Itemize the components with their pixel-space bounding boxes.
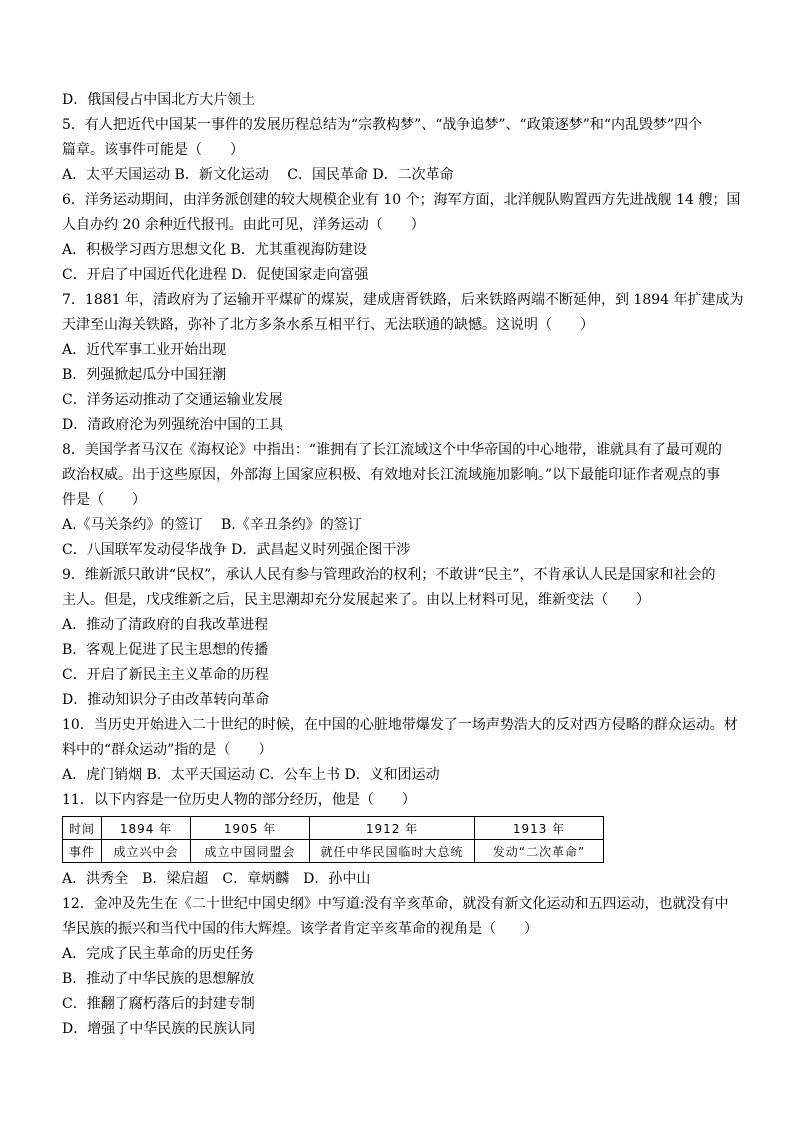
table-cell: 成立兴中会 (102, 840, 191, 863)
text-line: 篇章。该事件可能是（ ） (62, 142, 244, 158)
text-line: C．开启了中国近代化进程 D．促使国家走向富强 (62, 267, 369, 283)
text-line: A．完成了民主革命的历史任务 (62, 946, 255, 962)
text-line: 12．金冲及先生在《二十世纪中国史纲》中写道:没有辛亥革命，就没有新文化运动和五四运动，也就没有中 (62, 896, 729, 912)
text-line: A．洪秀全 B．梁启超 C．章炳麟 D．孙中山 (62, 871, 371, 887)
table-cell: 1912 年 (310, 817, 475, 840)
text-line: 10．当历史开始进入二十世纪的时候，在中国的心脏地带爆发了一场声势浩大的反对西方侵略的群众运动。材 (62, 717, 738, 733)
text-line: A.《马关条约》的签订 B.《辛丑条约》的签订 (62, 517, 362, 533)
text-line: 天津至山海关铁路，弥补了北方多条水系互相平行、无法联通的缺憾。这说明（ ） (62, 317, 594, 333)
table-cell: 发动“二次革命” (475, 840, 604, 863)
text-line: 政治权威。出于这些原因，外部海上国家应积极、有效地对长江流域施加影响。”以下最能印证作者观点的事 (62, 467, 721, 483)
text-line: B．推动了中华民族的思想解放 (62, 971, 255, 987)
text-line: A．推动了清政府的自我改革进程 (62, 617, 269, 633)
text-line: 7．1881 年，清政府为了运输开平煤矿的煤炭，建成唐胥铁路，后来铁路两端不断延伸，到 1894 年扩建成为 (62, 292, 744, 308)
text-line: C．八国联军发动侵华战争 D．武昌起义时列强企图干涉 (62, 542, 411, 558)
text-line: 11．以下内容是一位历史人物的部分经历，他是（ ） (62, 792, 416, 808)
text-line: 8．美国学者马汉在《海权论》中指出：“谁拥有了长江流域这个中华帝国的中心地带，谁就具有了最可观的 (62, 442, 723, 458)
text-line: 5．有人把近代中国某一事件的发展历程总结为“宗教构梦”、“战争追梦”、“政策逐梦”和“内乱毁梦”四个 (62, 117, 703, 133)
questions-section-1 (62, 88, 744, 813)
text-line: D．推动知识分子由改革转向革命 (62, 692, 270, 708)
text-line: 华民族的振兴和当代中国的伟大辉煌。该学者肯定辛亥革命的视角是（ ） (62, 921, 538, 937)
table-row (63, 817, 604, 840)
text-line: 9．维新派只敢讲“民权”，承认人民有参与管理政治的权利；不敢讲“民主”，不肯承认人民是国家和社会的 (62, 567, 716, 583)
table-cell: 1913 年 (475, 817, 604, 840)
table-cell: 成立中国同盟会 (191, 840, 310, 863)
text-line: C．洋务运动推动了交通运输业发展 (62, 392, 283, 408)
text-line: D．增强了中华民族的民族认同 (62, 1021, 256, 1037)
text-line: 主人。但是，戊戌维新之后，民主思潮却充分发展起来了。由以上材料可见，维新变法（ ） (62, 592, 650, 608)
exam-page (62, 88, 744, 1042)
table-cell: 事件 (63, 840, 102, 863)
text-line: D．俄国侵占中国北方大片领土 (62, 92, 256, 108)
text-line: 件是（ ） (62, 492, 146, 508)
table-cell: 1894 年 (102, 817, 191, 840)
table-cell: 时间 (63, 817, 102, 840)
table-cell: 就任中华民国临时大总统 (310, 840, 475, 863)
questions-section-2 (62, 867, 738, 1042)
text-line: C．推翻了腐朽落后的封建专制 (62, 996, 255, 1012)
table-cell: 1905 年 (191, 817, 310, 840)
biography-table (62, 816, 604, 863)
text-line: A．近代军事工业开始出现 (62, 342, 227, 358)
text-line: 人自办约 20 余种近代报刊。由此可见，洋务运动（ ） (62, 217, 425, 233)
text-line: D．清政府沦为列强统治中国的工具 (62, 417, 284, 433)
text-line: A．虎门销烟 B．太平天国运动 C．公车上书 D．义和团运动 (62, 767, 440, 783)
text-line: 料中的“群众运动”指的是（ ） (62, 742, 273, 758)
table-row (63, 840, 604, 863)
text-line: 6．洋务运动期间，由洋务派创建的较大规模企业有 10 个；海军方面，北洋舰队购置西方先进战舰 14 艘；国 (62, 192, 741, 208)
text-line: B．列强掀起瓜分中国狂潮 (62, 367, 227, 383)
text-line: B．客观上促进了民主思想的传播 (62, 642, 269, 658)
text-line: C．开启了新民主主义革命的历程 (62, 667, 269, 683)
text-line: A．积极学习西方思想文化 B．尤其重视海防建设 (62, 242, 367, 258)
text-line: A．太平天国运动 B．新文化运动 C．国民革命 D．二次革命 (62, 167, 454, 183)
